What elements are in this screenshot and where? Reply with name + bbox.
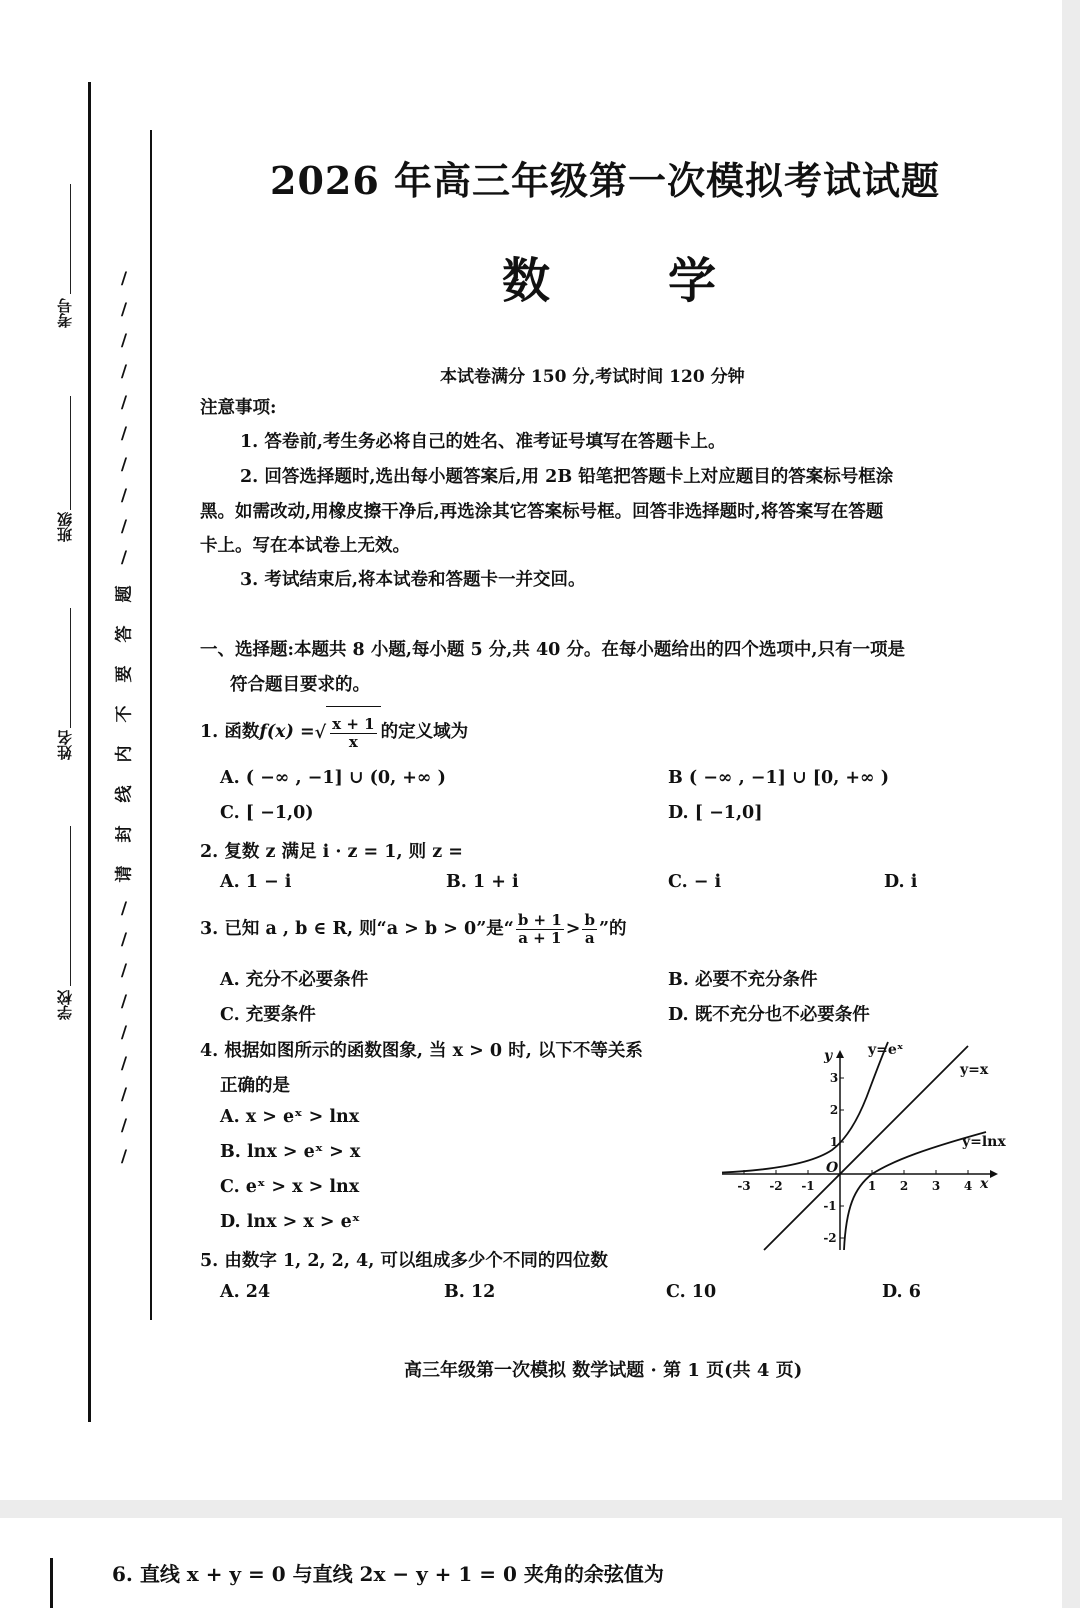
q6-stem-preview: 6. 直线 x + y = 0 与直线 2x − y + 1 = 0 夹角的余弦值为: [112, 1562, 664, 1586]
q5-option-a: A. 24: [220, 1282, 271, 1302]
q5-option-b: B. 12: [444, 1282, 496, 1302]
subject-char-left: 数: [502, 253, 551, 309]
seal-char: 答: [114, 625, 134, 643]
q4-stem-2: 正确的是: [220, 1076, 290, 1096]
q3-fraction-2: [582, 912, 597, 947]
label-y-x: y=x: [960, 1062, 989, 1078]
q3-fraction-1: [516, 912, 564, 947]
q1-fraction: [330, 716, 376, 751]
q3-option-c: C. 充要条件: [220, 1005, 316, 1025]
q4-option-d: D. lnx > x > eˣ: [220, 1212, 361, 1232]
seal-slash: /: [120, 269, 128, 289]
seal-slash: /: [120, 331, 128, 351]
q4-option-a: A. x > eˣ > lnx: [220, 1107, 360, 1127]
q4-option-b: B. lnx > eˣ > x: [220, 1142, 361, 1162]
seal-slash: /: [120, 930, 128, 950]
q3-num1: b + 1: [517, 911, 562, 929]
q2-option-b: B. 1 + i: [446, 872, 519, 892]
exam-info: 本试卷满分 150 分,考试时间 120 分钟: [440, 367, 745, 387]
seal-slash: /: [120, 1085, 128, 1105]
notice-item-3: 3. 考试结束后,将本试卷和答题卡一并交回。: [240, 570, 586, 590]
seal-slash: /: [120, 548, 128, 568]
q4-function-graph: [718, 1038, 1028, 1256]
q4-stem-1: 4. 根据如图所示的函数图象, 当 x > 0 时, 以下不等关系: [200, 1041, 643, 1061]
school-line: [70, 826, 71, 986]
x-tick: -3: [737, 1179, 751, 1193]
sidebar-label-name: 姓名: [56, 730, 74, 760]
q3-den2: a: [584, 929, 595, 947]
q1-suffix: 的定义域为: [380, 722, 469, 742]
q3-suffix: ”的: [598, 919, 627, 939]
q3-num2: b: [584, 911, 595, 929]
q2-option-a: A. 1 − i: [220, 872, 292, 892]
q2-option-d: D. i: [884, 872, 918, 892]
seal-char: 题: [114, 585, 134, 603]
notice-item-2b: 黑。如需改动,用橡皮擦干净后,再选涂其它答案标号框。回答非选择题时,将答案写在答题: [200, 502, 884, 522]
y-tick: 2: [829, 1103, 839, 1117]
class-line: [70, 396, 71, 510]
sidebar-label-class: 班级: [56, 512, 74, 542]
q4-option-c: C. eˣ > x > lnx: [220, 1177, 360, 1197]
q1-prefix: 1. 函数: [200, 722, 260, 742]
label-exp: y=eˣ: [868, 1042, 904, 1058]
y-tick: -1: [823, 1199, 837, 1213]
seal-slash: /: [120, 992, 128, 1012]
seal-slash: /: [120, 1147, 128, 1167]
seal-char: 不: [114, 705, 134, 723]
section1-line1: 一、选择题:本题共 8 小题,每小题 5 分,共 40 分。在每小题给出的四个选项中,只有一项是: [200, 640, 905, 660]
exam-number-line: [70, 184, 71, 294]
q5-option-c: C. 10: [666, 1282, 717, 1302]
q1-option-b: B ( −∞ , −1] ∪ [0, +∞ ): [668, 768, 889, 788]
q1-stem: [200, 706, 468, 759]
q1-sqrt: √ $\frac{x + 1}{x}$: [315, 706, 381, 759]
next-page-binding-line: [50, 1558, 53, 1608]
q5-stem: 5. 由数字 1, 2, 2, 4, 可以组成多少个不同的四位数: [200, 1251, 608, 1271]
seal-char: 请: [114, 865, 134, 883]
next-page-preview: [0, 1518, 1062, 1608]
name-line: [70, 608, 71, 728]
seal-slash: /: [120, 1116, 128, 1136]
subject-char-right: 学: [668, 253, 717, 309]
x-tick: 3: [931, 1179, 941, 1193]
q3-option-b: B. 必要不充分条件: [668, 970, 818, 990]
q3-gt: >: [565, 919, 581, 939]
q3-stem: [200, 906, 627, 952]
notice-item-2a: 2. 回答选择题时,选出每小题答案后,用 2B 铅笔把答题卡上对应题目的答案标号框涂: [240, 467, 894, 487]
q3-den1: a + 1: [518, 929, 562, 947]
seal-slash: /: [120, 517, 128, 537]
seal-slash: /: [120, 899, 128, 919]
seal-char: 封: [114, 825, 134, 843]
y-tick: -2: [823, 1231, 837, 1245]
notice-item-1: 1. 答卷前,考生务必将自己的姓名、准考证号填写在答题卡上。: [240, 432, 726, 452]
x-axis-arrow: [990, 1170, 998, 1178]
notice-item-2c: 卡上。写在本试卷上无效。: [200, 536, 410, 556]
page-footer: 高三年级第一次模拟 数学试题 · 第 1 页(共 4 页): [404, 1360, 803, 1381]
seal-line-column: [112, 264, 136, 1173]
axis-y-label: y: [824, 1048, 833, 1064]
x-tick: 2: [899, 1179, 909, 1193]
q1-den: x: [348, 733, 358, 751]
seal-slash: /: [120, 300, 128, 320]
x-tick: -1: [801, 1179, 815, 1193]
q3-option-a: A. 充分不必要条件: [220, 970, 369, 990]
y-tick: 1: [829, 1135, 839, 1149]
q1-option-c: C. [ −1,0): [220, 803, 314, 823]
q2-stem: 2. 复数 z 满足 i · z = 1, 则 z =: [200, 842, 463, 862]
seal-char: 线: [114, 785, 134, 803]
q3-option-d: D. 既不充分也不必要条件: [668, 1005, 870, 1025]
seal-slash: /: [120, 486, 128, 506]
y-axis-arrow: [836, 1050, 844, 1058]
q1-num: x + 1: [332, 715, 375, 733]
outer-binding-line: [88, 82, 91, 1422]
sidebar-label-school: 学校: [56, 990, 74, 1020]
section1-line2: 符合题目要求的。: [230, 675, 370, 695]
seal-slash: /: [120, 424, 128, 444]
y-tick: 3: [829, 1071, 839, 1085]
q1-option-a: A. ( −∞ , −1] ∪ (0, +∞ ): [220, 768, 446, 788]
inner-binding-line: [150, 130, 152, 1320]
seal-slash: /: [120, 362, 128, 382]
curve-y-equals-exp: [722, 1042, 888, 1173]
q1-fx: f(x) =: [259, 722, 315, 742]
seal-slash: /: [120, 455, 128, 475]
label-ln: y=lnx: [962, 1134, 1006, 1150]
q3-prefix: 3. 已知 a , b ∈ R, 则“a > b > 0”是“: [200, 919, 514, 939]
line-y-equals-x: [764, 1046, 968, 1250]
x-tick: 1: [867, 1179, 877, 1193]
sidebar-label-exam-number: 考号: [56, 298, 74, 328]
seal-char: 内: [114, 745, 134, 763]
seal-char: 要: [114, 665, 134, 683]
q5-option-d: D. 6: [882, 1282, 921, 1302]
q2-option-c: C. − i: [668, 872, 722, 892]
seal-slash: /: [120, 961, 128, 981]
origin-label: O: [826, 1160, 839, 1176]
seal-slash: /: [120, 1023, 128, 1043]
exam-title: 2026 年高三年级第一次模拟考试试题: [270, 158, 940, 203]
seal-slash: /: [120, 1054, 128, 1074]
seal-slash: /: [120, 393, 128, 413]
x-tick: -2: [769, 1179, 783, 1193]
x-tick: 4: [963, 1179, 973, 1193]
notice-heading: 注意事项:: [200, 398, 277, 418]
q1-option-d: D. [ −1,0]: [668, 803, 763, 823]
axis-x-label: x: [980, 1176, 989, 1192]
